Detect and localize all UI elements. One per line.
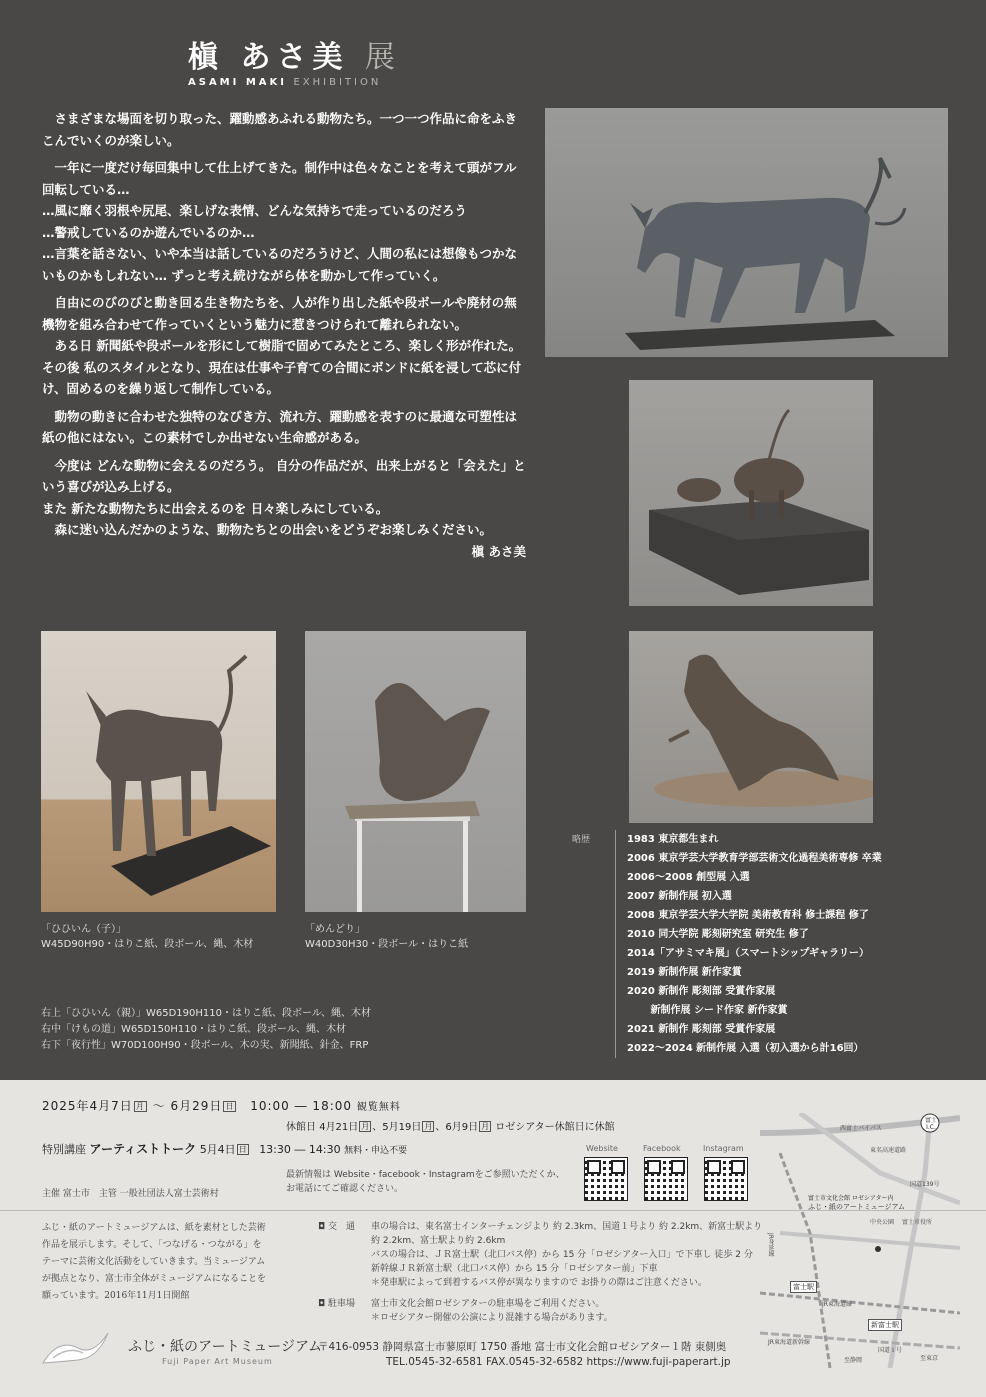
essay-paragraph: ある日 新聞紙や段ボールを形にして樹脂で固めてみたところ、楽しく形が作れた。その後 私のスタイルとなり、現在は仕事や子育ての合間にボンドに紙を浸して芯に付け、固めるのを繰り返して制作している。	[42, 338, 522, 396]
essay-line: …警戒しているのか遊んでいるのか…	[42, 224, 255, 240]
donkey-sculpture-icon	[545, 108, 948, 357]
bio-list	[627, 830, 882, 1058]
access-info: 車の場合は、東名富士インターチェンジより 約 2.3km、国道１号より 約 2.2km、新富士駅より 約 2.2km、富士駅より約 2.6km バスの場合は、ＪＲ富士駅（北口バス停）から 15 分「ロゼシアター入口」で下車し 徒歩 2 分 新幹線ＪＲ新富士駅（北口バス停）から 15 分「ロゼシアター前」下車 ＊発車駅によって到着するバス停が異なりますので お掛りの際はご注意ください。	[371, 1222, 763, 1288]
photo-yakousei	[629, 631, 873, 823]
map-label: 国道１号	[878, 1347, 903, 1354]
essay-paragraph: 一年に一度だけ毎回集中して仕上げてきた。制作中は色々なことを考えて頭がフル回転している…	[42, 160, 517, 197]
bio-item: 2006 東京学芸大学教育学部芸術文化過程美術専修 卒業	[627, 853, 882, 864]
essay-line: また 新たな動物たちに出会えるのを 日々楽しみにしている。	[42, 500, 389, 516]
map-label: 至静岡	[844, 1357, 863, 1364]
essay-line: 森に迷い込んだかのような、動物たちとの出会いをどうぞお楽しみください。	[54, 522, 493, 537]
bio-label: 略歴	[572, 835, 591, 845]
map-label: 富士 I.C.	[924, 1117, 937, 1131]
map-label: JR東海道新幹線	[768, 1339, 810, 1346]
qr-facebook-icon[interactable]	[644, 1157, 688, 1201]
caption-spec: W45D90H90・はりこ紙、段ボール、縄、木材	[41, 939, 254, 950]
bio-item: 2008 東京学芸大学大学院 美術教育科 修士課程 修了	[627, 910, 869, 921]
museum-logo-icon	[38, 1328, 113, 1370]
parking-label: ◘ 駐車場	[318, 1299, 355, 1309]
fox-sculpture-icon	[629, 631, 873, 823]
donkey-child-sculpture-icon	[41, 631, 276, 912]
essay	[42, 108, 526, 562]
caption-title: 「ひひいん（子）」	[41, 924, 126, 935]
access-map	[760, 1113, 960, 1368]
photo-kemono-michi	[629, 380, 873, 606]
parking-info: 富士市文化会館ロゼシアターの駐車場をご利用ください。 ＊ロゼシアター開催の公演により混雑する場合があります。	[371, 1299, 613, 1323]
caption-line: 右下「夜行性」W70D100H90・段ボール、木の実、新聞紙、針金、FRP	[41, 1040, 369, 1051]
photo-hihiin-oya	[545, 108, 948, 357]
page-subtitle: ASAMI MAKI EXHIBITION	[188, 77, 382, 88]
photo-mendori	[305, 631, 526, 912]
map-label: JR東海道線	[822, 1301, 852, 1308]
map-label: 富士市文化会館 ロゼシアター内	[808, 1195, 894, 1202]
caption-line: 右上「ひひいん（親）」W65D190H110・はりこ紙、段ボール、縄、木材	[41, 1008, 372, 1019]
bio-item: 1983 東京都生まれ	[627, 834, 719, 845]
qr-facebook-label: Facebook	[643, 1144, 681, 1153]
qr-instagram-label: Instagram	[703, 1144, 744, 1153]
latest-info: 最新情報は Website・facebook・Instagramをご参照いただくか、 お電話にてご確認ください。	[286, 1170, 565, 1194]
qr-website-icon[interactable]	[584, 1157, 628, 1201]
bio-item: 2007 新制作展 初入選	[627, 891, 732, 902]
bio-item: 2006～2008 創型展 入選	[627, 872, 750, 883]
qr-website-label: Website	[586, 1144, 618, 1153]
essay-line: …言葉を話さない、いや本当は話しているのだろうけど、人間の私には想像もつかないものかもしれない… ずっと考え続けながら体を動かして作っていく。	[42, 246, 518, 283]
caption-spec: W40D30H30・段ボール・はりこ紙	[305, 939, 469, 950]
photo-hihiin-ko	[41, 631, 276, 912]
caption-right-works	[41, 1006, 371, 1054]
bio-divider	[615, 830, 616, 1058]
boar-sculpture-icon	[629, 380, 873, 606]
map-label: 至東京	[920, 1355, 939, 1362]
map-label: 新富士駅	[868, 1319, 902, 1331]
map-roads-icon	[760, 1113, 960, 1368]
essay-paragraph: 自由にのびのびと動き回る生き物たちを、人が作り出した紙や段ボールや廃材の無機物を組み合わせて作っていくという魅力に惹きつけられて離れられない。	[42, 295, 517, 332]
page-title: 槇 あさ美 展	[188, 40, 401, 75]
caption-title: 「めんどり」	[305, 924, 365, 935]
museum-contact: TEL.0545-32-6581 FAX.0545-32-6582 https://www.fuji-paperart.jp	[386, 1356, 731, 1368]
essay-paragraph: さまざまな場面を切り取った、躍動感あふれる動物たち。一つ一つ作品に命をふきこんでいくのが楽しい。	[42, 111, 518, 148]
museum-name-en: Fuji Paper Art Museum	[162, 1357, 273, 1366]
exhibition-period: 2025年4月7日 月 ～ 6月29日 日 10:00 ― 18:00 観覧無料	[42, 1099, 401, 1113]
bio-item: 2020 新制作 彫刻部 受賞作家展	[627, 986, 776, 997]
hen-sculpture-icon	[305, 631, 526, 912]
essay-paragraph: 動物の動きに合わせた独特のなびき方、流れ方、躍動感を表すのに最適な可塑性は紙の他にはない。この素材でしか出せない生命感がある。	[42, 408, 518, 445]
map-label: 国道139号	[910, 1181, 940, 1188]
bio-item: 2019 新制作展 新作家賞	[627, 967, 742, 978]
map-label: 富士市役所	[902, 1219, 933, 1226]
artist-talk: 特別講座 アーティストトーク 5月4日 日 13:30 ― 14:30 無料・申込不要	[42, 1142, 408, 1156]
caption-hihiin-ko	[41, 922, 253, 952]
caption-line: 右中「けもの道」W65D150H110・はりこ紙、段ボール、縄、木材	[41, 1024, 347, 1035]
map-label: ふじ・紙のアートミュージアム	[808, 1203, 906, 1211]
bio-item: 2010 同大学院 彫刻研究室 研究生 修了	[627, 929, 809, 940]
organizer: 主催 富士市 主管 一般社団法人富士芸術村	[42, 1189, 219, 1199]
map-label: 中央公園	[870, 1219, 895, 1226]
museum-address: 〒416-0953 静岡県富士市蓼原町 1750 番地 富士市文化会館ロゼシアター１階 東側奥	[318, 1341, 727, 1353]
essay-paragraph: 今度は どんな動物に会えるのだろう。 自分の作品だが、出来上がると「会えた」という喜びが込み上げる。	[42, 457, 526, 494]
map-label: 東名高速道路	[870, 1147, 907, 1154]
essay-line: …風に靡く羽根や尻尾、楽しげな表情、どんな気持ちで走っているのだろう	[42, 203, 467, 218]
bio-item: 2021 新制作 彫刻部 受賞作家展	[627, 1024, 776, 1035]
map-label: 西富士バイパス	[840, 1125, 882, 1132]
bio-item: 新制作展 シード作家 新作家賞	[627, 1005, 788, 1016]
bio-item: 2014「アサミマキ展」（スマートシップギャラリー）	[627, 948, 870, 959]
qr-instagram-icon[interactable]	[704, 1157, 748, 1201]
caption-mendori	[305, 922, 468, 952]
access-label: ◘ 交 通	[318, 1222, 355, 1232]
closed-days: 休館日 4月21日 月 、5月19日 月 、6月9日 月 ロゼシアター休館日に休館	[286, 1122, 615, 1133]
museum-name: ふじ・紙のアートミュージアム	[128, 1339, 323, 1355]
map-label: 富士駅	[790, 1281, 817, 1293]
bio-item: 2022～2024 新制作展 入選（初入選から計16回）	[627, 1043, 864, 1054]
essay-signature: 槇 あさ美	[471, 543, 526, 559]
map-label: JR身延線	[767, 1233, 774, 1257]
museum-about: ふじ・紙のアートミュージアムは、紙を素材とした芸術 作品を展示します。そして、「つなげる・つながる」を テーマに芸術文化活動をしていきます。当ミュージアム が拠点となり、富士市全体がミュージアムになることを 願っています。2016年11月1日開館	[42, 1223, 267, 1301]
